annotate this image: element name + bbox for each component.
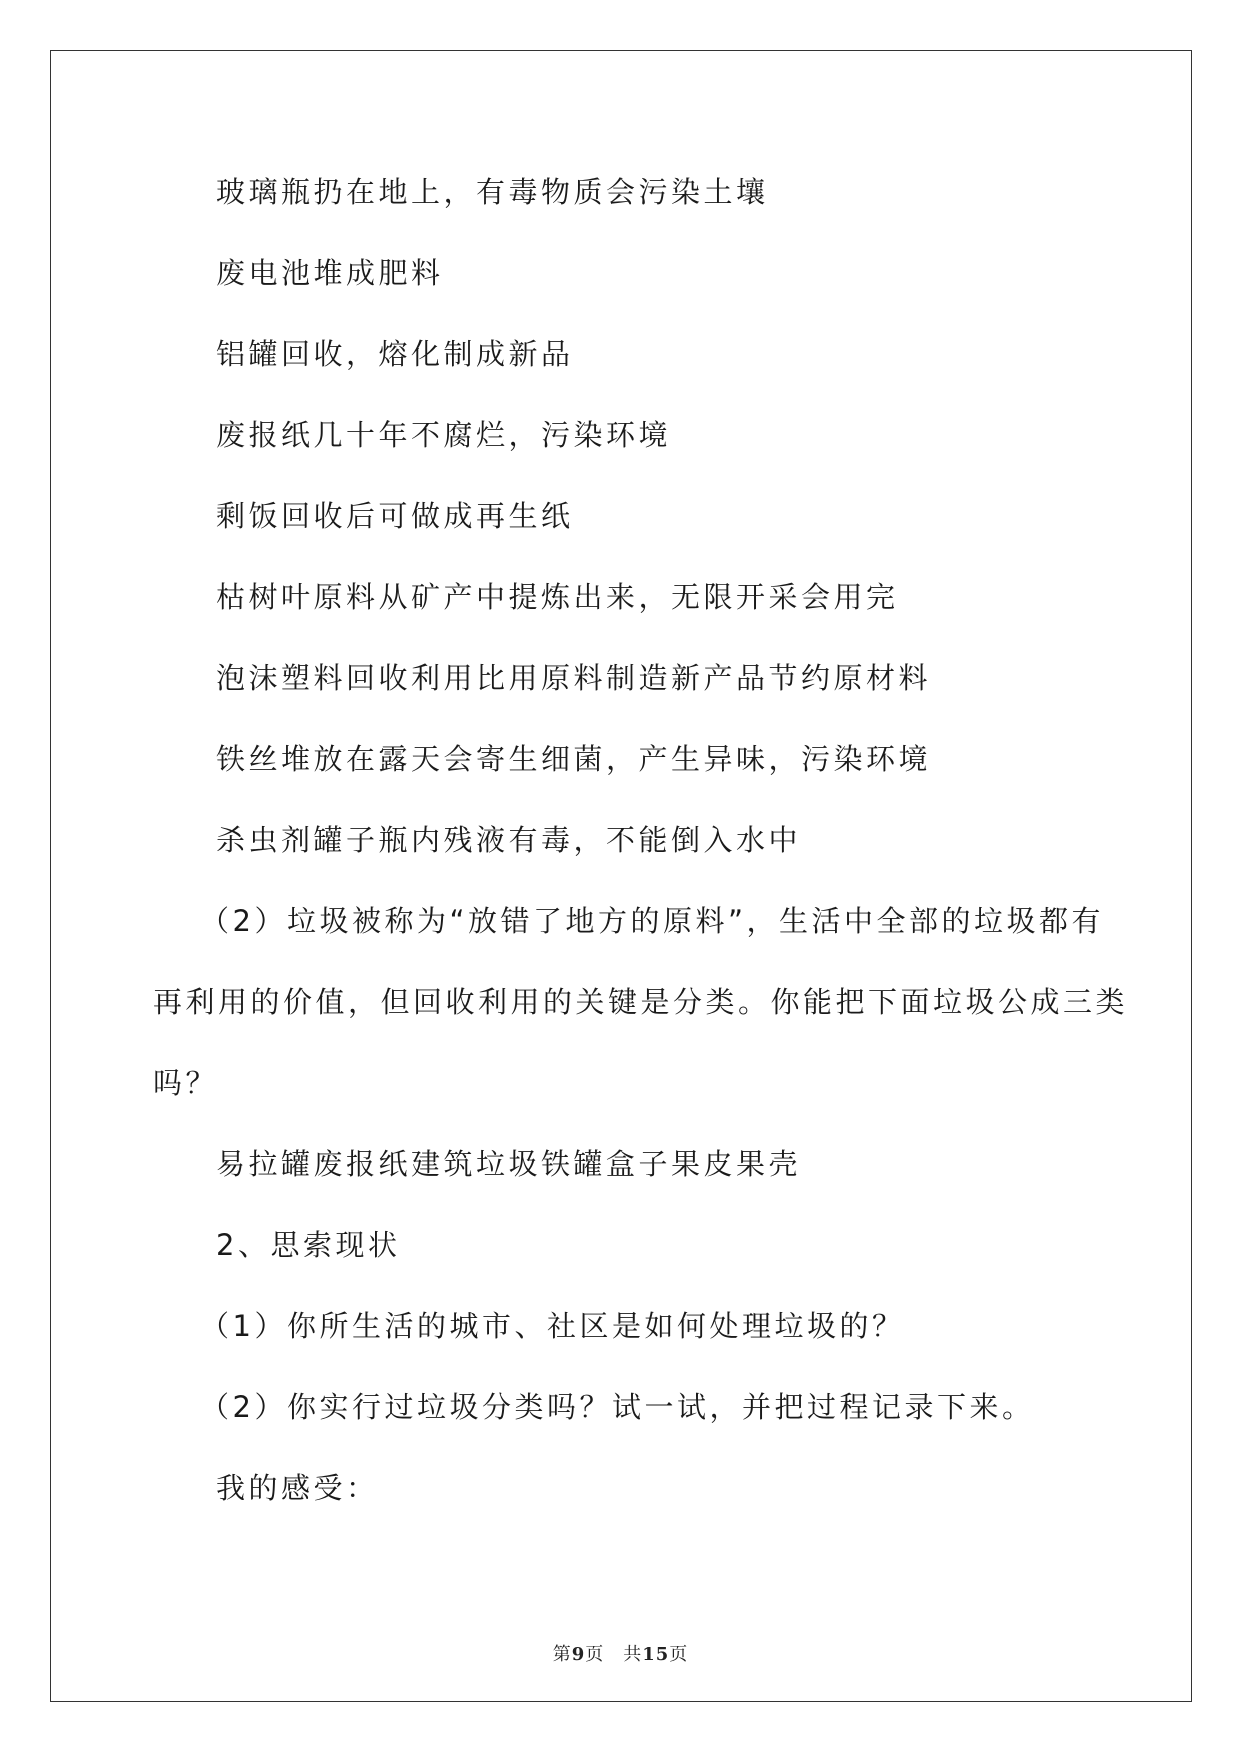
text-line-garbage-list: 易拉罐废报纸建筑垃圾铁罐盒子果皮果壳 xyxy=(216,1147,802,1181)
text-line-battery: 废电池堆成肥料 xyxy=(216,256,444,290)
text-line-leftover-food: 剩饭回收后可做成再生纸 xyxy=(216,499,574,533)
text-line-question-2-end: 吗？ xyxy=(153,1066,219,1100)
footer-page-number: 9 xyxy=(571,1644,586,1665)
section-heading-think-status: 2、思索现状 xyxy=(216,1228,401,1262)
text-line-dead-leaves: 枯树叶原料从矿产中提炼出来，无限开采会用完 xyxy=(216,580,899,614)
text-line-newspaper: 废报纸几十年不腐烂，污染环境 xyxy=(216,418,672,452)
page-footer xyxy=(0,1640,1241,1666)
text-line-question-sorting: （2）你实行过垃圾分类吗？试一试，并把过程记录下来。 xyxy=(200,1390,1035,1424)
text-line-question-2-cont: 再利用的价值，但回收利用的关键是分类。你能把下面垃圾公成三类 xyxy=(153,985,1129,1019)
text-line-glass-bottle: 玻璃瓶扔在地上，有毒物质会污染土壤 xyxy=(216,175,769,209)
text-line-insecticide: 杀虫剂罐子瓶内残液有毒，不能倒入水中 xyxy=(216,823,802,857)
footer-total-pages: 15 xyxy=(642,1644,670,1665)
page-border xyxy=(50,50,1192,1702)
text-line-aluminum-can: 铝罐回收，熔化制成新品 xyxy=(216,337,574,371)
text-line-foam-plastic: 泡沫塑料回收利用比用原料制造新产品节约原材料 xyxy=(216,661,932,695)
footer-page-mid: 页 共 xyxy=(585,1644,643,1665)
footer-page-prefix: 第 xyxy=(552,1644,572,1665)
text-line-iron-wire: 铁丝堆放在露天会寄生细菌，产生异味，污染环境 xyxy=(216,742,932,776)
text-line-question-city: （1）你所生活的城市、社区是如何处理垃圾的？ xyxy=(200,1309,905,1343)
footer-page-suffix: 页 xyxy=(669,1644,689,1665)
text-line-my-feelings: 我的感受： xyxy=(216,1471,379,1505)
text-line-question-2-start: （2）垃圾被称为“放错了地方的原料”，生活中全部的垃圾都有 xyxy=(200,904,1104,938)
